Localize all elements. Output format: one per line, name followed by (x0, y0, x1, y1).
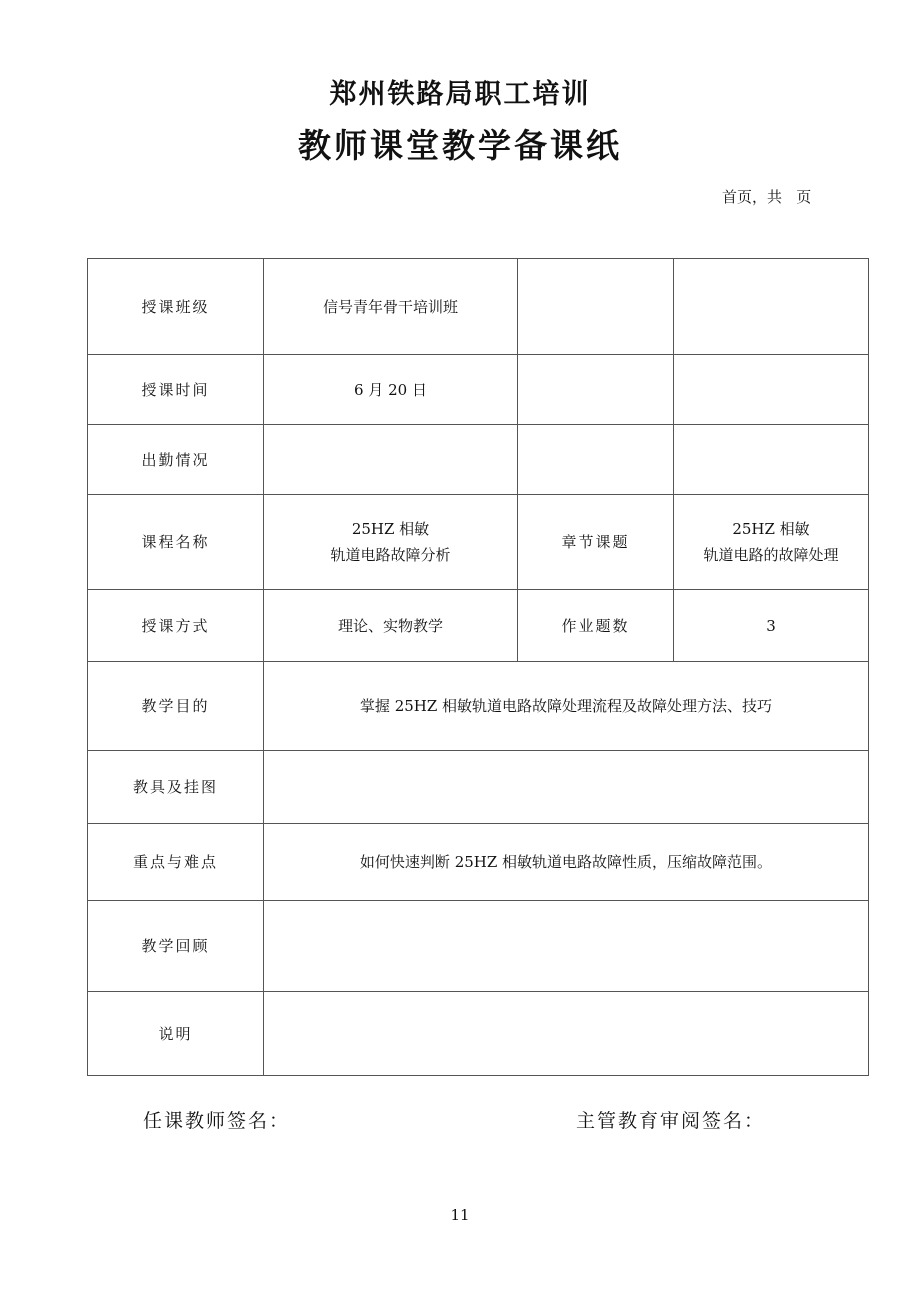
purpose-value: 掌握 25HZ 相敏轨道电路故障处理流程及故障处理方法、技巧 (264, 662, 869, 751)
organization-title: 郑州铁路局职工培训 (329, 79, 591, 110)
course-label: 课程名称 (88, 495, 264, 590)
method-value: 理论、实物教学 (264, 590, 518, 662)
time-label: 授课时间 (88, 355, 264, 425)
time-value: 6 月 20 日 (264, 355, 518, 425)
page-info: 首页，共 页 (722, 188, 812, 206)
course-value-line1: 25HZ 相敏 (351, 520, 430, 538)
document-title: 教师课堂教学备课纸 (298, 126, 622, 165)
class-label: 授课班级 (88, 259, 264, 355)
row-attendance (88, 425, 869, 495)
empty-cell (518, 355, 674, 425)
row-focus (88, 824, 869, 901)
chapter-value-line2: 轨道电路的故障处理 (703, 546, 839, 564)
row-course (88, 495, 869, 590)
row-tools (88, 751, 869, 824)
empty-cell (518, 259, 674, 355)
teacher-signature-label: 任课教师签名： (143, 1110, 291, 1132)
chapter-label: 章节课题 (518, 495, 674, 590)
chapter-value (674, 495, 869, 590)
course-value-line2: 轨道电路故障分析 (330, 546, 451, 564)
tools-label: 教具及挂图 (88, 751, 264, 824)
purpose-label: 教学目的 (88, 662, 264, 751)
row-time (88, 355, 869, 425)
review-label: 教学回顾 (88, 901, 264, 992)
empty-cell (674, 355, 869, 425)
focus-value: 如何快速判断 25HZ 相敏轨道电路故障性质，压缩故障范围。 (264, 824, 869, 901)
class-value: 信号青年骨干培训班 (264, 259, 518, 355)
attendance-value (264, 425, 518, 495)
homework-value: 3 (674, 590, 869, 662)
chapter-value-line1: 25HZ 相敏 (732, 520, 810, 538)
empty-cell (674, 259, 869, 355)
row-class (88, 259, 869, 355)
notes-label: 说明 (88, 992, 264, 1076)
tools-value (264, 751, 869, 824)
notes-value (264, 992, 869, 1076)
focus-label: 重点与难点 (88, 824, 264, 901)
method-label: 授课方式 (88, 590, 264, 662)
row-review (88, 901, 869, 992)
page-number: 11 (450, 1206, 470, 1224)
homework-label: 作业题数 (518, 590, 674, 662)
empty-cell (518, 425, 674, 495)
row-method (88, 590, 869, 662)
review-value (264, 901, 869, 992)
lesson-plan-table (87, 258, 869, 1076)
attendance-label: 出勤情况 (88, 425, 264, 495)
row-purpose (88, 662, 869, 751)
course-value (264, 495, 518, 590)
supervisor-signature-label: 主管教育审阅签名： (576, 1110, 766, 1132)
empty-cell (674, 425, 869, 495)
row-notes (88, 992, 869, 1076)
